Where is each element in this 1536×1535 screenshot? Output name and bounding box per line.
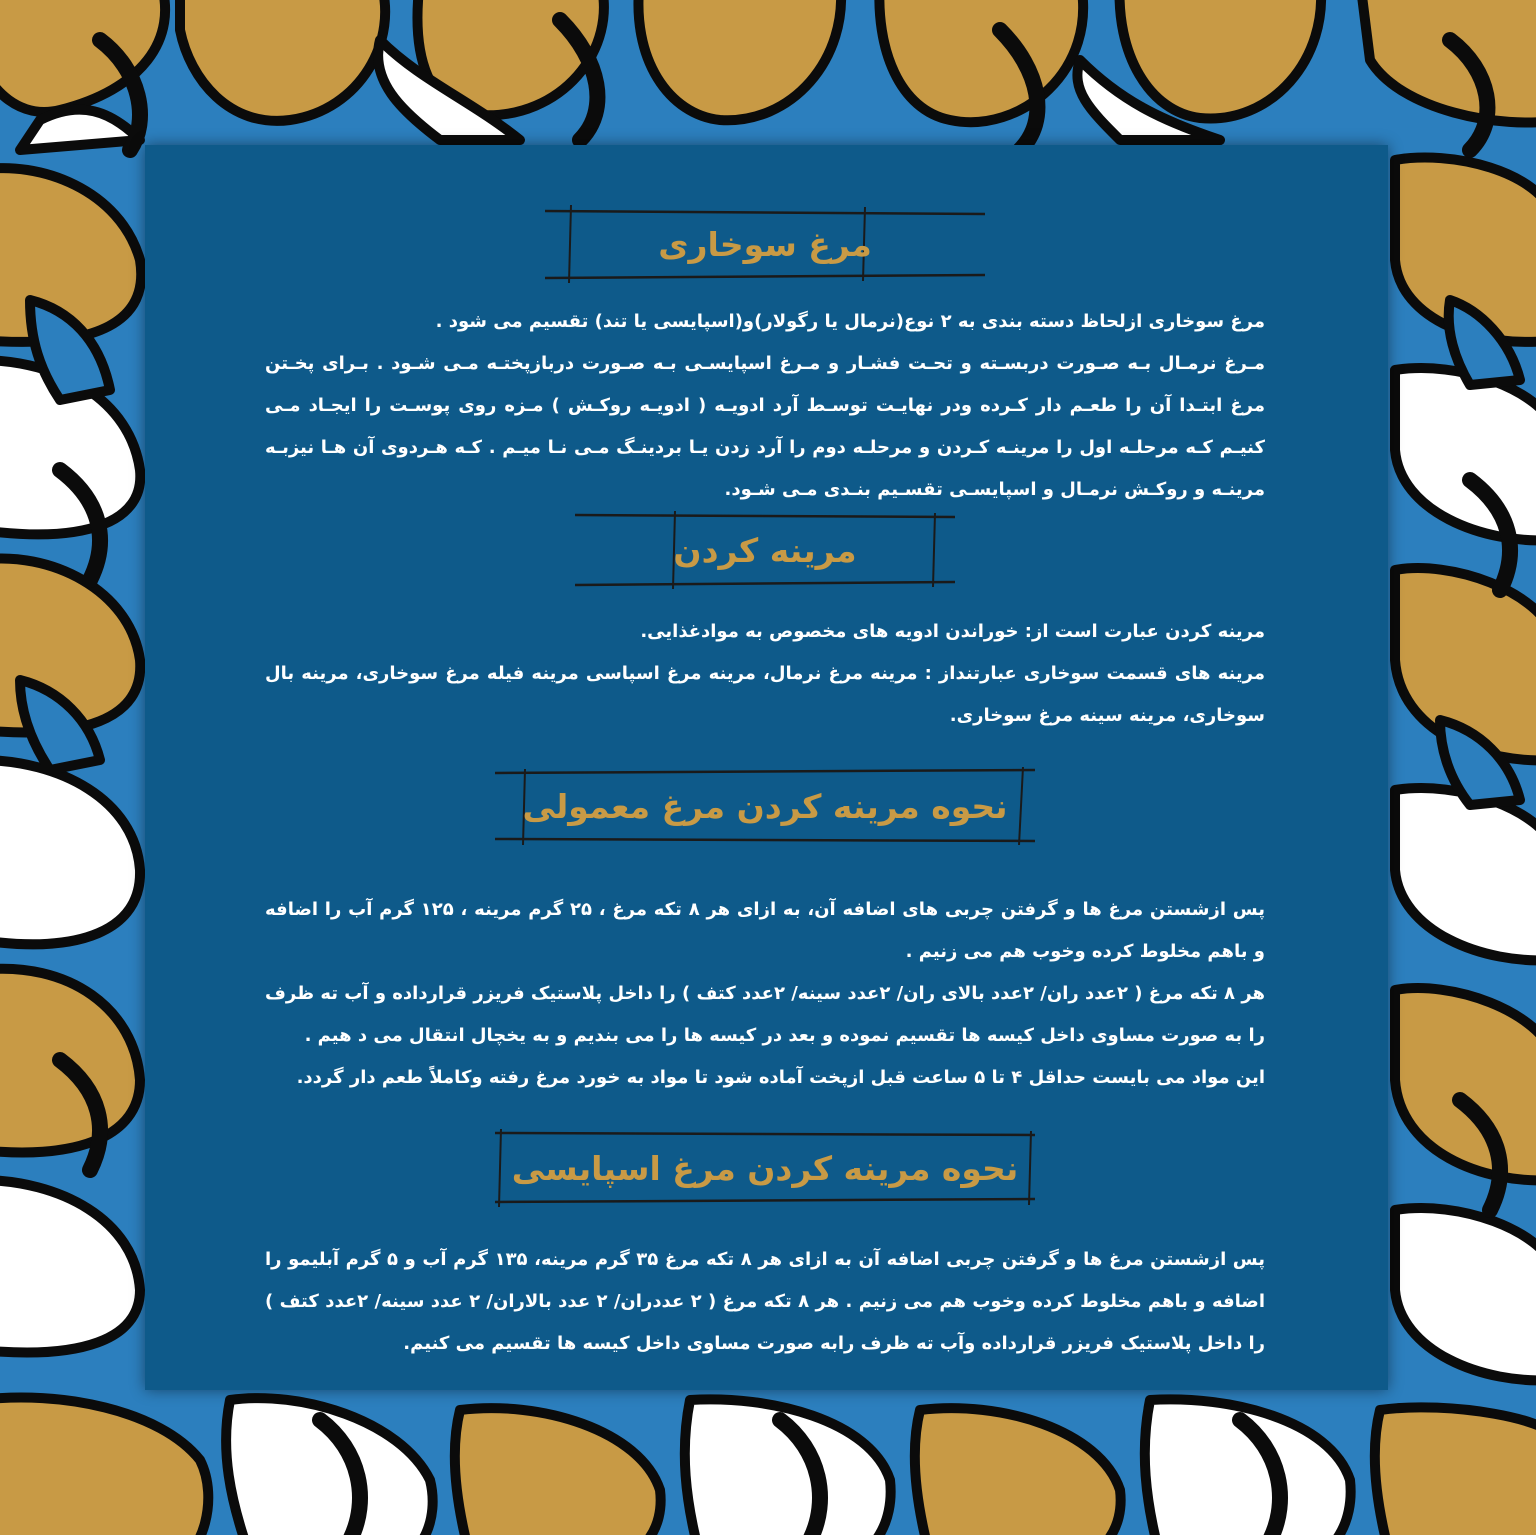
section-paragraph: هر ۸ تکه مرغ ( ۲عدد ران/ ۲عدد بالای ران/ ۲عدد سینه/ ۲عدد کتف ) را داخل پلاستیک فریزر قرارداده و آب ته ظرف را به صورت مساوی داخل کیسه ها تقسیم نموده و بعد در کیسه ها را می بندیم و به یخچال انتقال می د هیم .: [265, 983, 1266, 1046]
section-spicy-marinating: [265, 1129, 1265, 1365]
section-paragraph: مرغ سوخاری ازلحاظ دسته بندی به ۲ نوع(نرمال یا رگولار)و(اسپایسی یا تند) تقسیم می شود .: [435, 311, 1265, 332]
section-paragraph: پس ازشستن مرغ ها و گرفتن چربی های اضافه آن، به ازای هر ۸ تکه مرغ ، ۲۵ گرم مرینه ، ۱۲۵ گرم آب را اضافه و باهم مخلوط کرده وخوب هم می زنیم .: [265, 899, 1266, 962]
section-paragraph: پس ازشستن مرغ ها و گرفتن چربی اضافه آن به ازای هر ۸ تکه مرغ ۳۵ گرم مرینه، ۱۳۵ گرم آب و ۵ گرم آبلیمو را اضافه و باهم مخلوط کرده وخوب هم می زنیم . هر ۸ تکه مرغ ( ۲ عددران/ ۲ عدد بالاران/ ۲ عدد سینه/ ۲عدد کتف ) را داخل پلاستیک فریزر قرارداده وآب ته ظرف رابه صورت مساوی داخل کیسه ها تقسیم می کنیم.: [265, 1249, 1266, 1354]
section-paragraph: مرینه های قسمت سوخاری عبارتنداز : مرینه مرغ نرمال، مرینه مرغ اسپاسی مرینه فیله مرغ سوخاری، مرینه بال سوخاری، مرینه سینه مرغ سوخاری.: [265, 663, 1265, 726]
section-title: نحوه مرینه کردن مرغ اسپایسی: [511, 1148, 1019, 1188]
section-regular-marinating: [265, 767, 1265, 1099]
section-paragraph: مـرغ نرمـال بـه صـورت دربسـته و تحـت فشـار و مـرغ اسپایسـی بـه صـورت دربازپختـه مـی شـود . بـرای پخـتن مرغ ابتـدا آن را طعـم دار کـرده ودر نهایـت توسـط آرد ادویـه ( ادویـه روکـش ) مـزه روی پوسـت را ایجـاد مـی کنیـم کـه مرحلـه اول را مرینـه کـردن و مرحلـه دوم را آرد زدن یـا بردینـگ مـی نـا میـم . کـه هـردوی آن هـا نیزبـه مرینـه و روکـش نرمـال و اسپایسـی تقسـیم بنـدی مـی شـود.: [265, 353, 1265, 500]
section-title: مرغ سوخاری: [658, 224, 872, 264]
section-marinating: [265, 511, 1265, 737]
section-title-frame: [575, 511, 955, 589]
section-paragraph: این مواد می بایست حداقل ۴ تا ۵ ساعت قبل ازپخت آماده شود تا مواد به خورد مرغ رفته وکاملاً طعم دار گردد.: [296, 1067, 1265, 1088]
article-content: [265, 205, 1265, 1365]
section-title-frame: [545, 205, 985, 283]
section-fried-chicken: [265, 205, 1265, 511]
section-title-frame: [495, 767, 1035, 845]
section-title-frame: [495, 1129, 1035, 1207]
section-title: مرینه کردن: [673, 530, 857, 570]
section-title: نحوه مرینه کردن مرغ معمولی: [522, 786, 1008, 826]
section-paragraph: مرینه کردن عبارت است از: خوراندن ادویه های مخصوص به موادغذایی.: [640, 621, 1265, 642]
